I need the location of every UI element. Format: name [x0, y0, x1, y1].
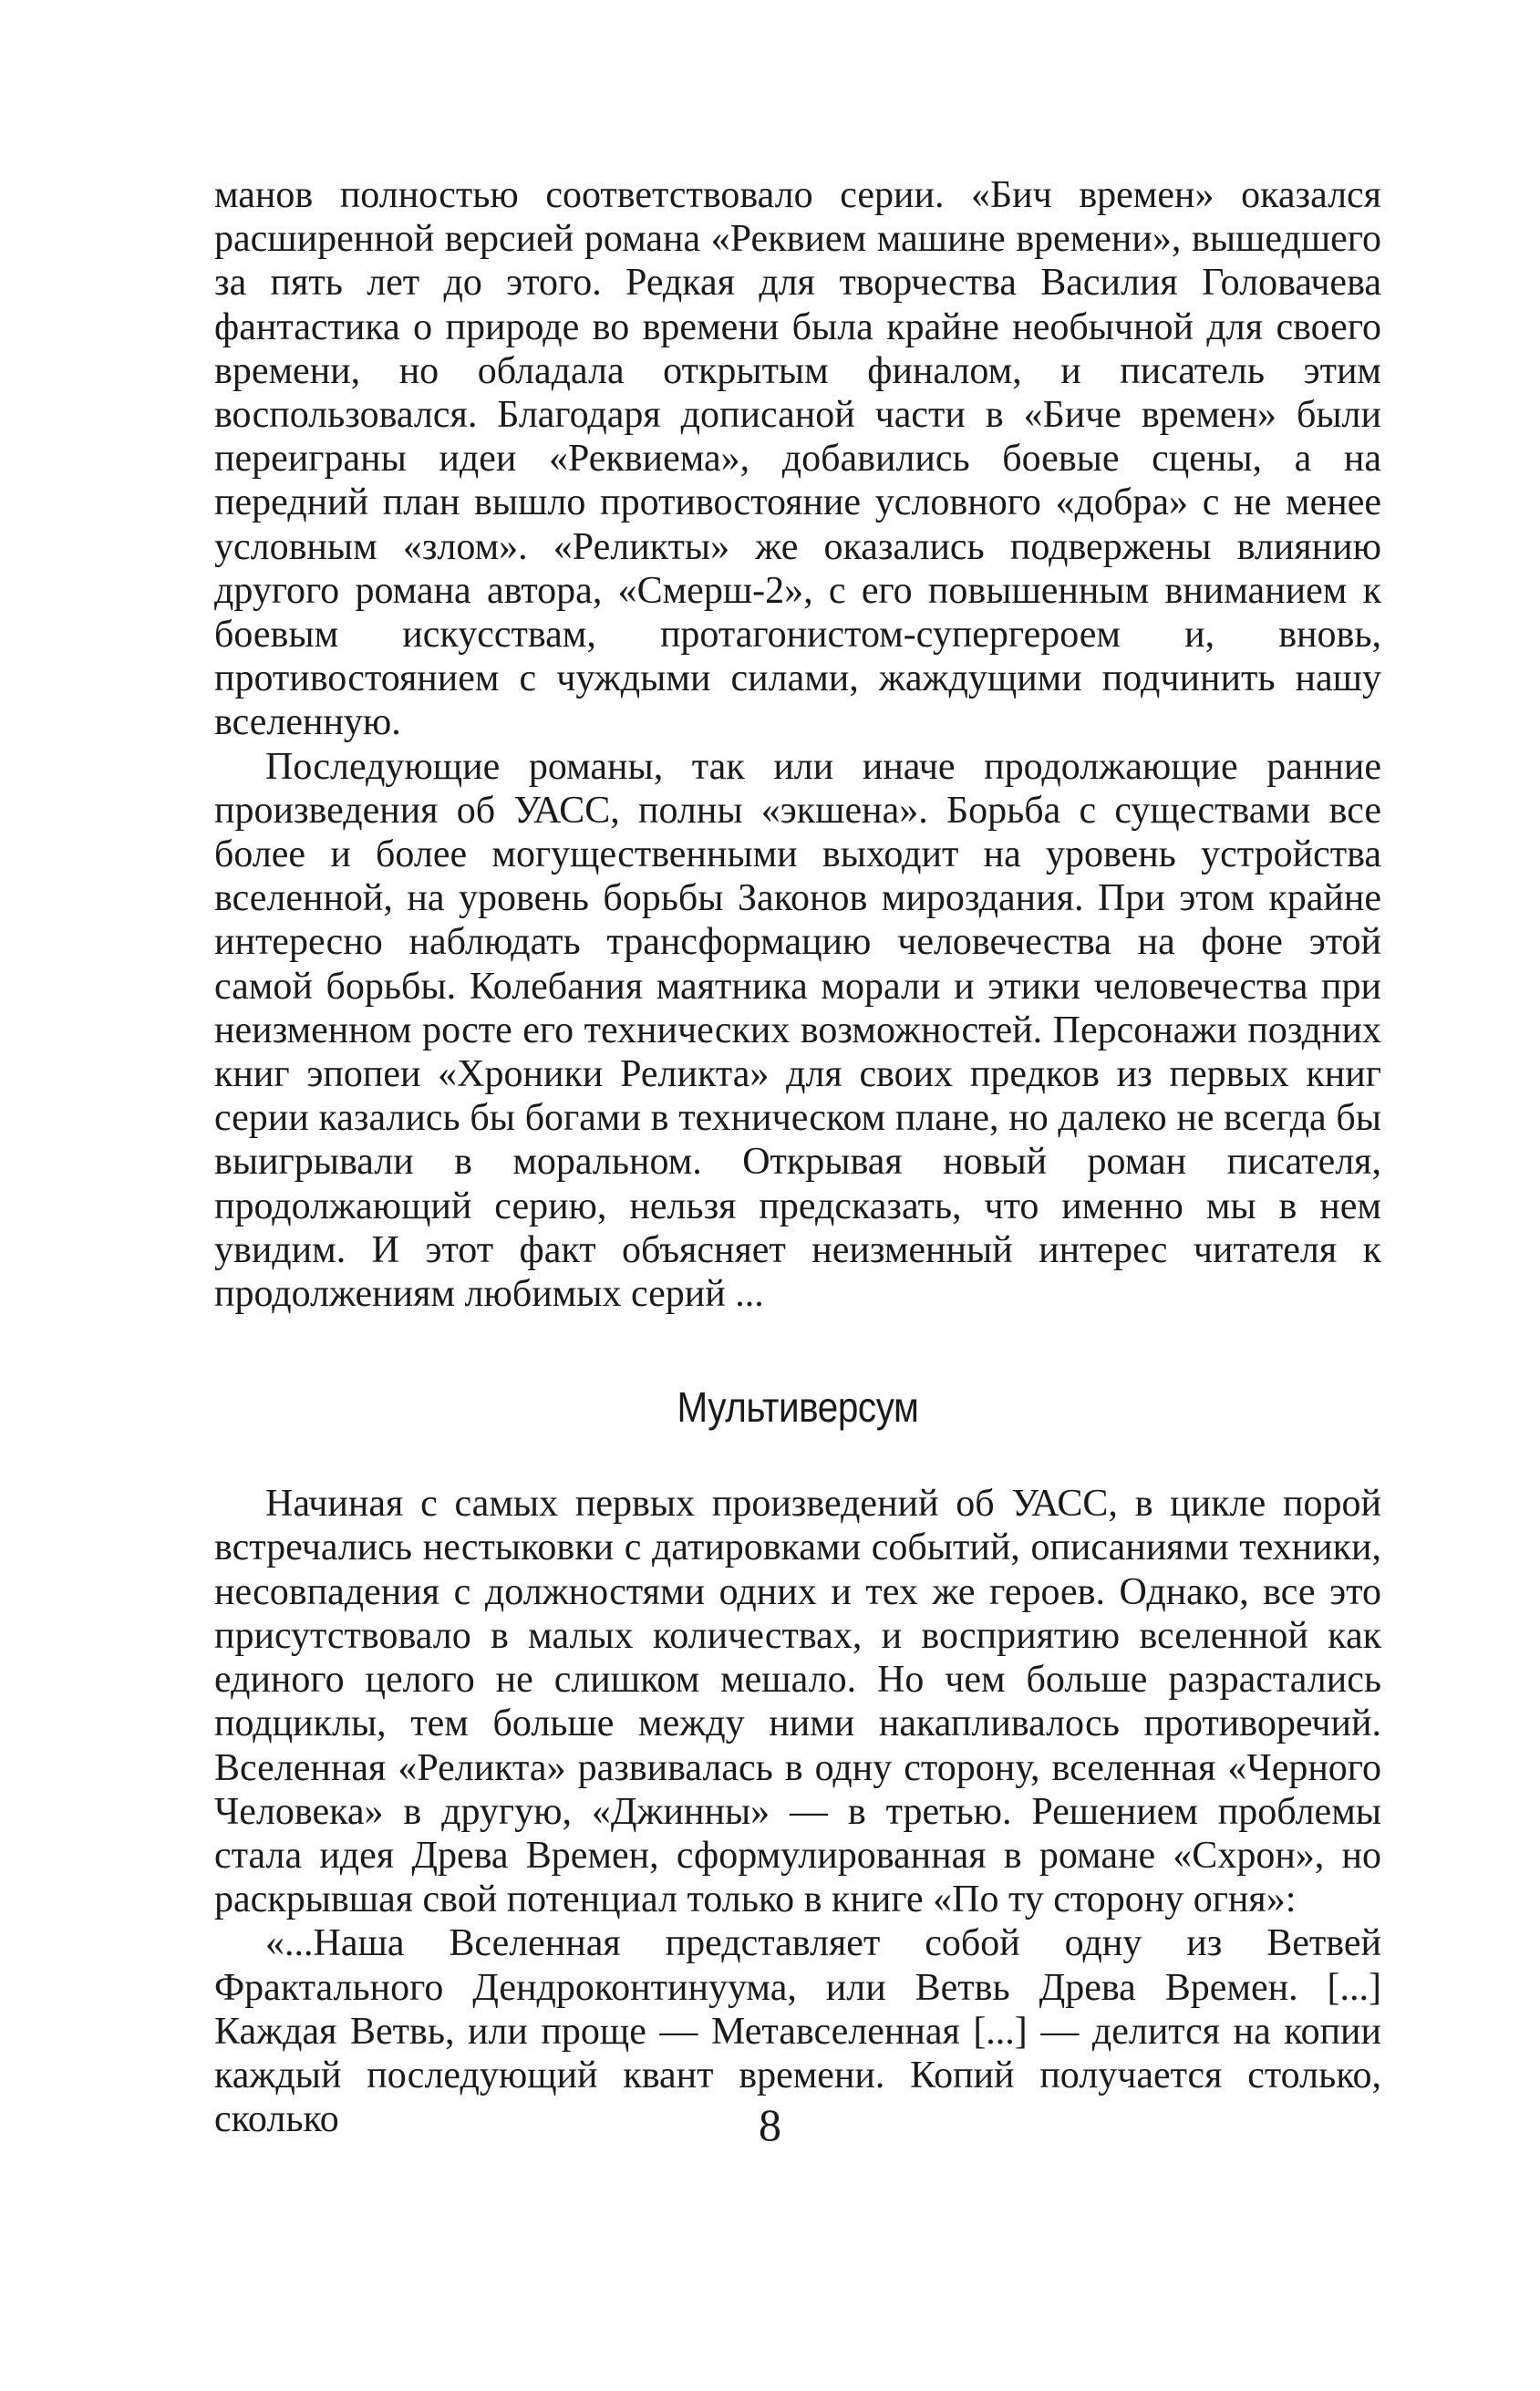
paragraph-1: манов полностью соответствовало серии. «Бич времен» оказался расширенной версией романа «Реквием машине времени», вышедшего за пять лет до этого. Редкая для творчества Василия Головачева фантастика о природе во времени была крайне необычной для своего времени, но обладала открытым финалом, и писатель этим воспользовался. Благодаря дописаной части в «Биче времен» были переиграны идеи «Реквиема», добавились боевые сцены, а на передний план вышло противостояние условного «добра» с не менее условным «злом». «Реликты» же оказались подвержены влиянию другого романа автора, «Смерш-2», с его повышенным вниманием к боевым искусствам, протагонистом-супергероем и, вновь, противостоянием с чуждыми силами, жаждущими подчинить нашу вселенную. — [214, 174, 1381, 744]
paragraph-2: Последующие романы, так или иначе продолжающие ранние произведения об УАСС, полны «экшена». Борьба с существами все более и более могущественными выходит на уровень устройства вселенной, на уровень борьбы Законов мироздания. При этом крайне интересно наблюдать трансформацию человечества на фоне этой самой борьбы. Колебания маятника морали и этики человечества при неизменном росте его технических возможностей. Персонажи поздних книг эпопеи «Хроники Реликта» для своих предков из первых книг серии казались бы богами в техническом плане, но далеко не всегда бы выигрывали в моральном. Открывая новый роман писателя, продолжающий серию, нельзя предсказать, что именно мы в нем увидим. И этот факт объясняет неизменный интерес читателя к продолжениям любимых серий ... — [214, 745, 1381, 1316]
page-number: 8 — [759, 2099, 781, 2150]
paragraph-3: Начиная с самых первых произведений об УАСС, в цикле порой встречались нестыковки с датировками событий, описаниями техники, несовпадения с должностями одних и тех же героев. Однако, все это присутствовало в малых количествах, и восприятию вселенной как единого целого не слишком мешало. Но чем больше разрастались подциклы, тем больше между ними накапливалось противоречий. Вселенная «Реликта» развивалась в одну сторону, вселенная «Черного Человека» в другую, «Джинны» — в третью. Решением проблемы стала идея Древа Времен, сформулированная в романе «Схрон», но раскрывшая свой потенциал только в книге «По ту сторону огня»: — [214, 1483, 1381, 1921]
paragraph-4: «...Наша Вселенная представляет собой одну из Ветвей Фрактального Дендроконтинуума, или Ветвь Древа Времен. [...] Каждая Ветвь, или проще — Метавселенная [...] — делится на копии каждый последующий квант времени. Копий получается столько, сколько — [214, 1922, 1381, 2141]
text-block-after — [214, 1482, 1381, 2141]
text-block-before — [214, 173, 1381, 1316]
page-body — [214, 173, 1381, 2141]
section-title: Мультиверсум — [677, 1383, 919, 1432]
